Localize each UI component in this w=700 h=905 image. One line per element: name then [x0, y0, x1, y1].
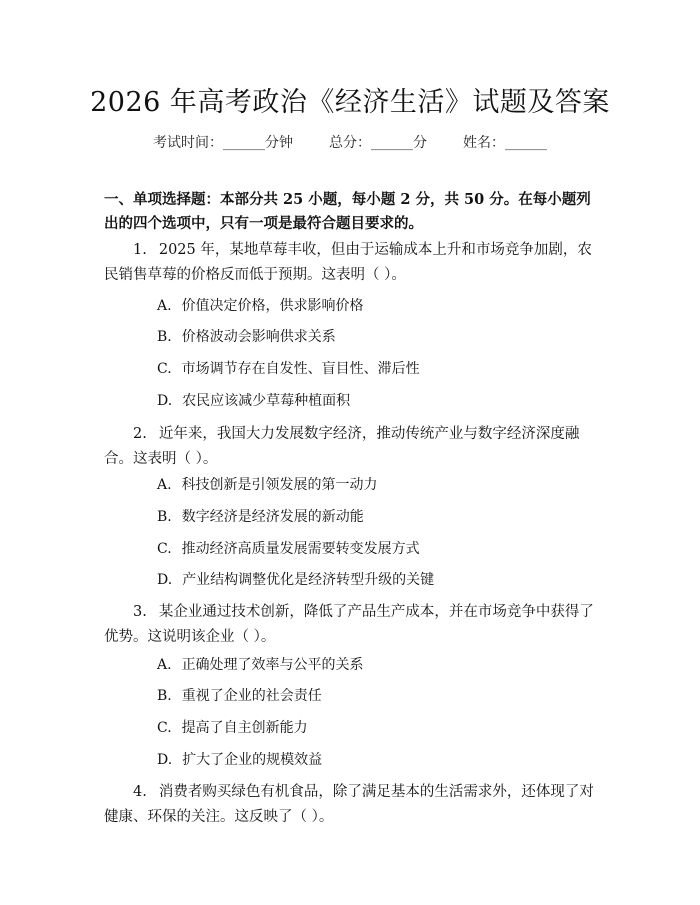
option-letter: A.: [157, 298, 172, 314]
option-letter: B.: [157, 688, 172, 704]
option-text: 市场调节存在自发性、盲目性、滞后性: [181, 361, 420, 377]
question-3-option-b: [157, 686, 322, 706]
question-text: 某企业通过技术创新，降低了产品生产成本，并在市场竞争中获得了优势。这说明该企业（ ）。: [104, 604, 594, 645]
option-text: 农民应该减少草莓种植面积: [182, 393, 351, 409]
option-text: 重视了企业的社会责任: [181, 688, 322, 704]
option-text: 提高了自主创新能力: [181, 720, 308, 736]
exam-time-field: 考试时间：______分钟: [153, 135, 293, 151]
page-title: 2026 年高考政治《经济生活》试题及答案: [90, 87, 610, 118]
option-letter: C.: [157, 541, 172, 557]
option-letter: A.: [157, 657, 172, 673]
option-text: 价格波动会影响供求关系: [181, 329, 336, 345]
question-2-option-c: [157, 539, 420, 559]
question-2-option-b: [157, 507, 364, 527]
question-2-option-a: [157, 475, 378, 495]
question-text: 消费者购买绿色有机食品，除了满足基本的生活需求外，还体现了对健康、环保的关注。这反映了（ ）。: [104, 784, 594, 825]
question-2-option-d: [157, 570, 434, 590]
exam-meta: [0, 132, 700, 152]
name-field: 姓名：______: [463, 135, 547, 151]
question-2: [104, 422, 600, 472]
option-letter: B.: [157, 329, 172, 345]
option-letter: B.: [157, 509, 172, 525]
option-text: 数字经济是经济发展的新动能: [181, 509, 364, 525]
option-text: 推动经济高质量发展需要转变发展方式: [181, 541, 420, 557]
option-letter: C.: [157, 720, 172, 736]
question-number: 1.: [133, 242, 147, 258]
question-3-option-c: [157, 718, 308, 738]
question-1-option-d: [157, 391, 350, 411]
option-letter: D.: [157, 393, 173, 409]
question-text: 近年来，我国大力发展数字经济，推动传统产业与数字经济深度融合。这表明（ ）。: [104, 426, 580, 467]
total-score-field: 总分：______分: [329, 135, 427, 151]
question-number: 2.: [133, 426, 147, 442]
question-3-option-d: [157, 750, 322, 770]
option-text: 产业结构调整优化是经济转型升级的关键: [182, 572, 435, 588]
option-text: 科技创新是引领发展的第一动力: [181, 477, 378, 493]
question-3: [104, 600, 600, 650]
option-letter: C.: [157, 361, 172, 377]
question-1-option-c: [157, 359, 420, 379]
question-1-option-b: [157, 327, 336, 347]
question-3-option-a: [157, 655, 364, 675]
option-letter: D.: [157, 572, 173, 588]
option-letter: D.: [157, 752, 173, 768]
option-text: 价值决定价格，供求影响价格: [181, 298, 364, 314]
question-1: [104, 238, 600, 288]
section-heading: 一、单项选择题：本部分共 25 小题，每小题 2 分，共 50 分。在每小题列出的四个选项中，只有一项是最符合题目要求的。: [104, 191, 591, 232]
question-1-option-a: [157, 296, 364, 316]
option-text: 正确处理了效率与公平的关系: [181, 657, 364, 673]
question-4: [104, 780, 600, 830]
option-text: 扩大了企业的规模效益: [182, 752, 323, 768]
question-text: 2025 年，某地草莓丰收，但由于运输成本上升和市场竞争加剧，农民销售草莓的价格反而低于预期。这表明（ ）。: [104, 242, 592, 283]
question-number: 4.: [133, 784, 147, 800]
option-letter: A.: [157, 477, 172, 493]
question-number: 3.: [133, 604, 147, 620]
